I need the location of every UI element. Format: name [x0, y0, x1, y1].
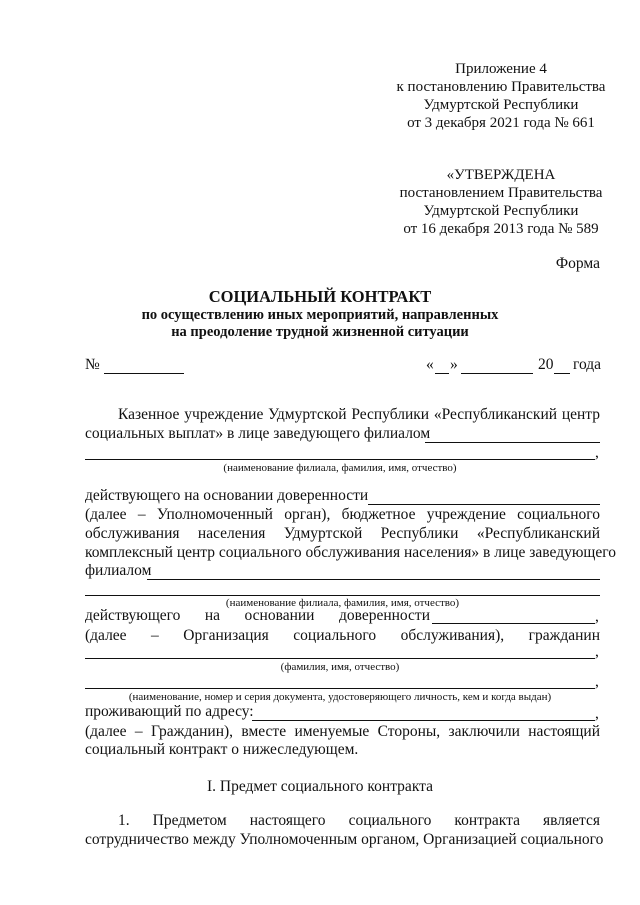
- p3-line-2: (далее – Организация социального обслуживания), гражданин: [85, 627, 600, 644]
- contract-number-field[interactable]: [104, 373, 184, 374]
- section-1-line-1: 1. Предметом настоящего социального контракта является: [118, 812, 600, 829]
- contract-title: СОЦИАЛЬНЫЙ КОНТРАКТ: [208, 287, 432, 306]
- approved-line-4: от 16 декабря 2013 года № 589: [403, 221, 599, 237]
- section-1-heading: I. Предмет социального контракта: [207, 778, 433, 795]
- contract-subtitle-2: на преодоление трудной жизненной ситуации: [171, 324, 469, 340]
- comma-3: ,: [595, 643, 599, 660]
- branch-name-field-1b[interactable]: [85, 459, 595, 460]
- caption-1: (наименование филиала, фамилия, имя, отчество): [223, 462, 457, 474]
- day-field[interactable]: [435, 373, 449, 374]
- year-field[interactable]: [554, 373, 570, 374]
- branch-name-field-1[interactable]: [425, 442, 600, 443]
- approved-line-2: постановлением Правительства: [399, 185, 603, 201]
- comma-1: ,: [595, 444, 599, 461]
- approved-block: [385, 166, 617, 238]
- appendix-line-2: к постановлению Правительства: [396, 79, 606, 95]
- month-field[interactable]: [461, 373, 533, 374]
- approved-line-3: Удмуртской Республики: [423, 203, 579, 219]
- branch-name-field-2b[interactable]: [85, 595, 600, 596]
- year-suffix: года: [573, 356, 602, 373]
- caption-3: (фамилия, имя, отчество): [280, 661, 400, 673]
- branch-name-field-2[interactable]: [147, 579, 600, 580]
- approved-line-1: «УТВЕРЖДЕНА: [446, 167, 556, 183]
- date-quote-close: »: [450, 356, 458, 373]
- identity-document-field[interactable]: [85, 688, 595, 689]
- appendix-line-4: от 3 декабря 2021 года № 661: [407, 115, 595, 131]
- p4-line-2: (далее – Гражданин), вместе именуемые Стороны, заключили настоящий: [85, 723, 600, 740]
- number-sign: №: [85, 356, 100, 373]
- caption-2: (наименование филиала, фамилия, имя, отчество): [225, 597, 460, 609]
- comma-4: ,: [595, 673, 599, 690]
- appendix-line-3: Удмуртской Республики: [423, 97, 579, 113]
- comma-5: ,: [595, 705, 599, 722]
- section-1-line-2: сотрудничество между Уполномоченным органом, Организацией социального: [85, 831, 604, 848]
- p3-line-1: действующего на основании доверенности: [85, 607, 430, 624]
- address-field[interactable]: [252, 720, 595, 721]
- p2-line-5: филиалом: [85, 562, 152, 579]
- p4-line-1: проживающий по адресу:: [85, 703, 254, 720]
- p1-line-2: социальных выплат» в лице заведующего филиалом: [85, 425, 431, 442]
- contract-subtitle-1: по осуществлению иных мероприятий, направленных: [141, 307, 499, 323]
- p1-line-1: Казенное учреждение Удмуртской Республики «Республиканский центр: [118, 406, 600, 423]
- form-label: Форма: [555, 255, 600, 272]
- appendix-line-1: Приложение 4: [455, 61, 547, 77]
- comma-2: ,: [595, 608, 599, 625]
- p2-line-4: комплексный центр социального обслуживания населения» в лице заведующего: [85, 544, 616, 561]
- appendix-block: [385, 60, 617, 132]
- year-prefix: 20: [538, 356, 554, 373]
- p4-line-3: социальный контракт о нижеследующем.: [85, 741, 359, 758]
- caption-4: (наименование, номер и серия документа, удостоверяющего личность, кем и когда выдан): [128, 691, 552, 703]
- citizen-name-field[interactable]: [85, 658, 595, 659]
- date-quote-open: «: [426, 356, 434, 373]
- p2-line-2: (далее – Уполномоченный орган), бюджетное учреждение социального: [85, 506, 600, 523]
- power-of-attorney-field-2[interactable]: [432, 623, 595, 624]
- p2-line-1: действующего на основании доверенности: [85, 487, 369, 504]
- p2-line-3: обслуживания населения Удмуртской Республики «Республиканский: [85, 525, 600, 542]
